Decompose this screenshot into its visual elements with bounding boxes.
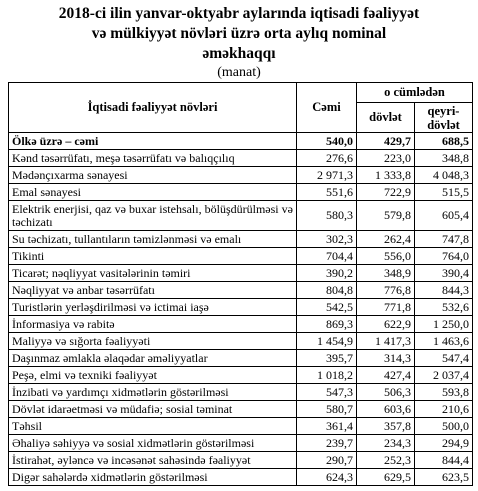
row-total: 239,7 [297,435,357,452]
table-row [9,282,473,299]
row-non-state: 623,5 [415,469,473,486]
row-name: Nəqliyyat və anbar təsərrüfatı [9,282,297,299]
row-total: 1 454,9 [297,333,357,350]
row-non-state: 515,5 [415,184,473,201]
header-of-which: o cümlədən [357,83,473,103]
row-name: Maliyyə və sığorta fəaliyyəti [9,333,297,350]
row-non-state: 532,6 [415,299,473,316]
row-total: 276,6 [297,150,357,167]
row-name: Əhaliyə səhiyyə və sosial xidmətlərin göstərilməsi [9,435,297,452]
row-non-state: 747,8 [415,231,473,248]
row-state: 357,8 [357,418,415,435]
row-name: Emal sənayesi [9,184,297,201]
row-name: İnzibati və yardımçı xidmətlərin göstərilməsi [9,384,297,401]
table-row [9,231,473,248]
table-row [9,167,473,184]
page-title [0,4,478,64]
row-name: Mədənçıxarma sənayesi [9,167,297,184]
row-name: Ticarət; nəqliyyat vasitələrinin təmiri [9,265,297,282]
row-state: 234,3 [357,435,415,452]
row-total: 540,0 [297,133,357,150]
table-row [9,418,473,435]
table-row [9,184,473,201]
table-row [9,452,473,469]
table-row [9,316,473,333]
row-state: 252,3 [357,452,415,469]
row-state: 603,6 [357,401,415,418]
row-state: 629,5 [357,469,415,486]
row-state: 348,9 [357,265,415,282]
row-non-state: 547,4 [415,350,473,367]
table-row [9,435,473,452]
row-non-state: 500,0 [415,418,473,435]
row-non-state: 764,0 [415,248,473,265]
header-non-state: qeyri-dövlət [415,103,473,133]
row-non-state: 1 463,6 [415,333,473,350]
row-non-state: 294,9 [415,435,473,452]
table-row [9,299,473,316]
row-name: Elektrik enerjisi, qaz və buxar istehsalı, bölüşdürülməsi və təchizatı [9,201,297,231]
row-name: Ölkə üzrə – cəmi [9,133,297,150]
row-total: 580,3 [297,201,357,231]
unit-label: (manat) [217,65,261,80]
row-total: 395,7 [297,350,357,367]
row-non-state: 348,8 [415,150,473,167]
table-row [9,201,473,231]
title-line-3: əməkhaqqı [202,45,276,62]
row-state: 314,3 [357,350,415,367]
row-state: 223,0 [357,150,415,167]
row-total: 804,8 [297,282,357,299]
row-name: Digər sahələrdə xidmətlərin göstərilməsi [9,469,297,486]
row-total: 542,5 [297,299,357,316]
row-state: 622,9 [357,316,415,333]
row-name: Peşə, elmi və texniki fəaliyyət [9,367,297,384]
row-state: 771,8 [357,299,415,316]
row-non-state: 390,4 [415,265,473,282]
title-line-1: 2018-ci ilin yanvar-oktyabr aylarında iqtisadi fəaliyyət [58,5,420,22]
row-state: 776,8 [357,282,415,299]
table-row [9,367,473,384]
row-total: 580,7 [297,401,357,418]
row-total: 624,3 [297,469,357,486]
row-name: İnformasiya və rabitə [9,316,297,333]
row-state: 1 417,3 [357,333,415,350]
row-total: 2 971,3 [297,167,357,184]
row-total: 361,4 [297,418,357,435]
title-line-2: və mülkiyyət növləri üzrə orta aylıq nominal [91,25,387,42]
row-non-state: 593,8 [415,384,473,401]
row-state: 1 333,8 [357,167,415,184]
row-name: Dövlət idarəetməsi və müdafiə; sosial təminat [9,401,297,418]
row-total: 1 018,2 [297,367,357,384]
table-row [9,384,473,401]
row-name: Su təchizatı, tullantıların təmizlənməsi və emalı [9,231,297,248]
row-non-state: 844,4 [415,452,473,469]
table-row [9,133,473,150]
row-name: Daşınmaz əmlakla əlaqədar əməliyyatlar [9,350,297,367]
header-total: Cəmi [297,83,357,133]
row-state: 579,8 [357,201,415,231]
row-name: Tikinti [9,248,297,265]
table-body [9,133,473,486]
header-activity: İqtisadi fəaliyyət növləri [9,83,297,133]
row-state: 429,7 [357,133,415,150]
row-state: 262,4 [357,231,415,248]
row-total: 290,7 [297,452,357,469]
wage-table [8,82,473,486]
row-total: 547,3 [297,384,357,401]
row-non-state: 2 037,4 [415,367,473,384]
row-non-state: 4 048,3 [415,167,473,184]
row-state: 506,3 [357,384,415,401]
row-state: 427,4 [357,367,415,384]
row-total: 551,6 [297,184,357,201]
table-row [9,150,473,167]
table-row [9,469,473,486]
row-state: 722,9 [357,184,415,201]
row-total: 302,3 [297,231,357,248]
table-row [9,248,473,265]
row-non-state: 844,3 [415,282,473,299]
row-total: 704,4 [297,248,357,265]
row-name: Kənd təsərrüfatı, meşə təsərrüfatı və balıqçılıq [9,150,297,167]
table-row [9,350,473,367]
row-state: 556,0 [357,248,415,265]
table-row [9,333,473,350]
row-non-state: 1 250,0 [415,316,473,333]
row-total: 869,3 [297,316,357,333]
row-name: Təhsil [9,418,297,435]
row-name: Turistlərin yerləşdirilməsi və ictimai iaşə [9,299,297,316]
row-non-state: 605,4 [415,201,473,231]
row-total: 390,2 [297,265,357,282]
table-row [9,265,473,282]
table-row [9,401,473,418]
row-name: İstirahət, əyləncə və incəsənət sahəsində fəaliyyət [9,452,297,469]
header-state: dövlət [357,103,415,133]
row-non-state: 210,6 [415,401,473,418]
row-non-state: 688,5 [415,133,473,150]
